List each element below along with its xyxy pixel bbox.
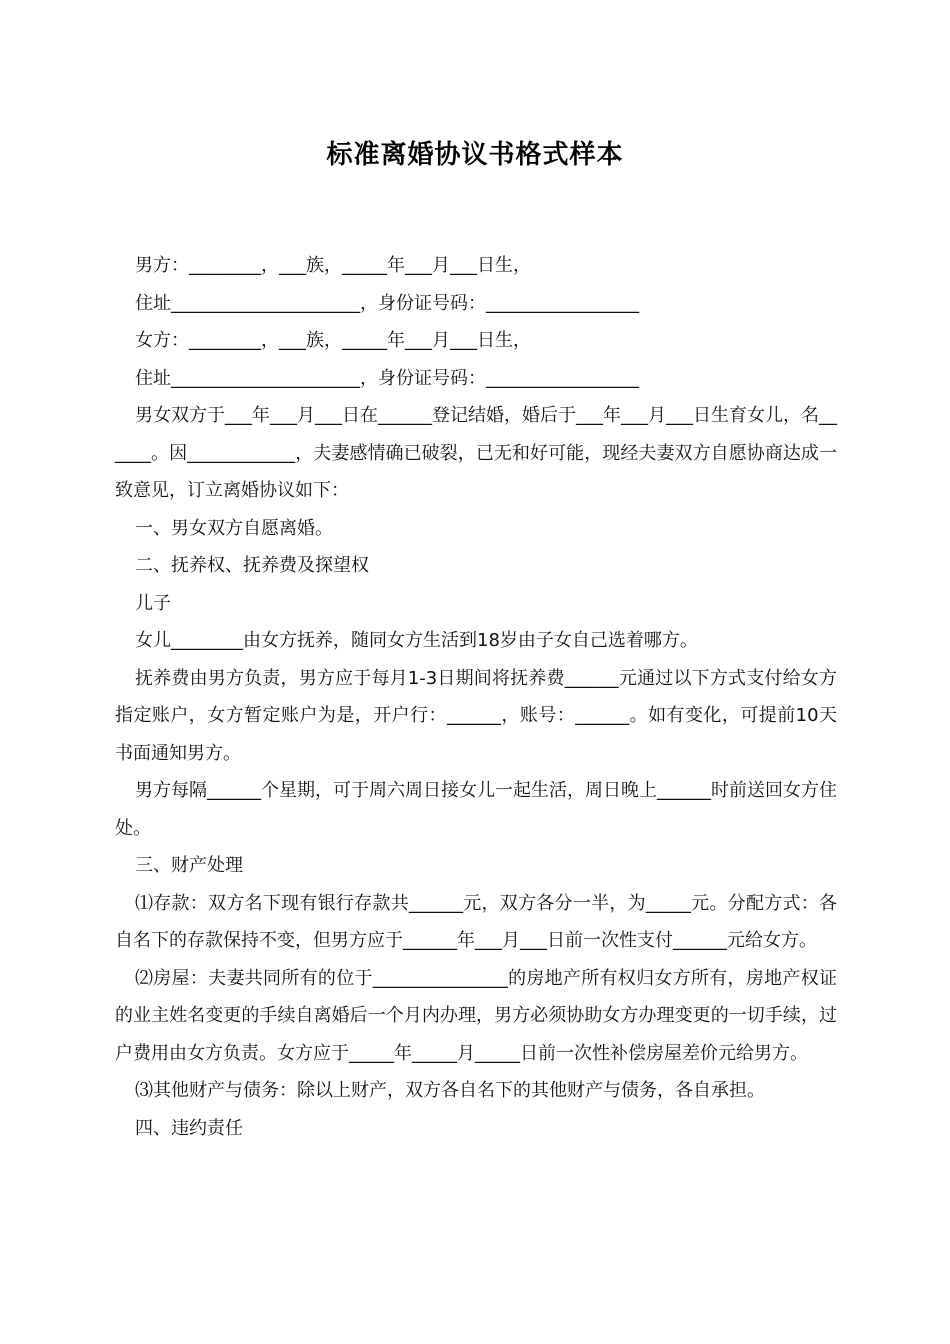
paragraph-support-fee: 抚养费由男方负责，男方应于每月1-3日期间将抚养费______元通过以下方式支付给女方指定账户，女方暂定账户为是，开户行：______，账号：______。如有变化，可提前10天书面通知男方。 [115, 667, 837, 764]
section-heading-4: 四、违约责任 [135, 1117, 243, 1139]
section-heading-2: 二、抚养权、抚养费及探望权 [135, 555, 369, 576]
paragraph-female-address: 住址_____________________，身份证号码：_________________ [135, 367, 639, 389]
paragraph-visitation: 男方每隔______个星期，可于周六周日接女儿一起生活，周日晚上______时前送回女方住处。 [115, 780, 837, 839]
section-heading-1: 一、男女双方自愿离婚。 [135, 517, 333, 539]
section-heading-3: 三、财产处理 [135, 855, 243, 876]
paragraph-marriage-info: 男女双方于___年___月___日在______登记结婚，婚后于___年___月___日生育女儿，名______。因____________，夫妻感情确已破裂，已无和好可能，现经夫妻双方自愿协商达成一致意见，订立离婚协议如下： [115, 405, 837, 501]
paragraph-son: 儿子 [135, 592, 171, 614]
paragraph-daughter: 女儿________由女方抚养，随同女方生活到18岁由子女自己选着哪方。 [135, 630, 698, 651]
paragraph-deposits: ⑴存款：双方名下现有银行存款共______元，双方各分一半，为_____元。分配方式：各自名下的存款保持不变，但男方应于______年___月___日前一次性支付______元给女方。 [115, 892, 837, 951]
paragraph-female-party: 女方：________，___族，_____年___月___日生， [135, 330, 531, 351]
paragraph-other-assets: ⑶其他财产与债务：除以上财产，双方各自名下的其他财产与债务，各自承担。 [135, 1080, 765, 1101]
paragraph-house: ⑵房屋：夫妻共同所有的位于_______________的房地产所有权归女方所有，房地产权证的业主姓名变更的手续自离婚后一个月内办理，男方必须协助女方办理变更的一切手续，过户费用由女方负责。女方应于_____年_____月_____日前一次性补偿房屋差价元给男方。 [115, 967, 837, 1064]
document-title: 标准离婚协议书格式样本 [326, 140, 624, 170]
paragraph-male-address: 住址_____________________，身份证号码：_________________ [135, 292, 639, 314]
document-body [115, 247, 837, 1147]
paragraph-male-party: 男方：________，___族，_____年___月___日生， [135, 255, 531, 276]
